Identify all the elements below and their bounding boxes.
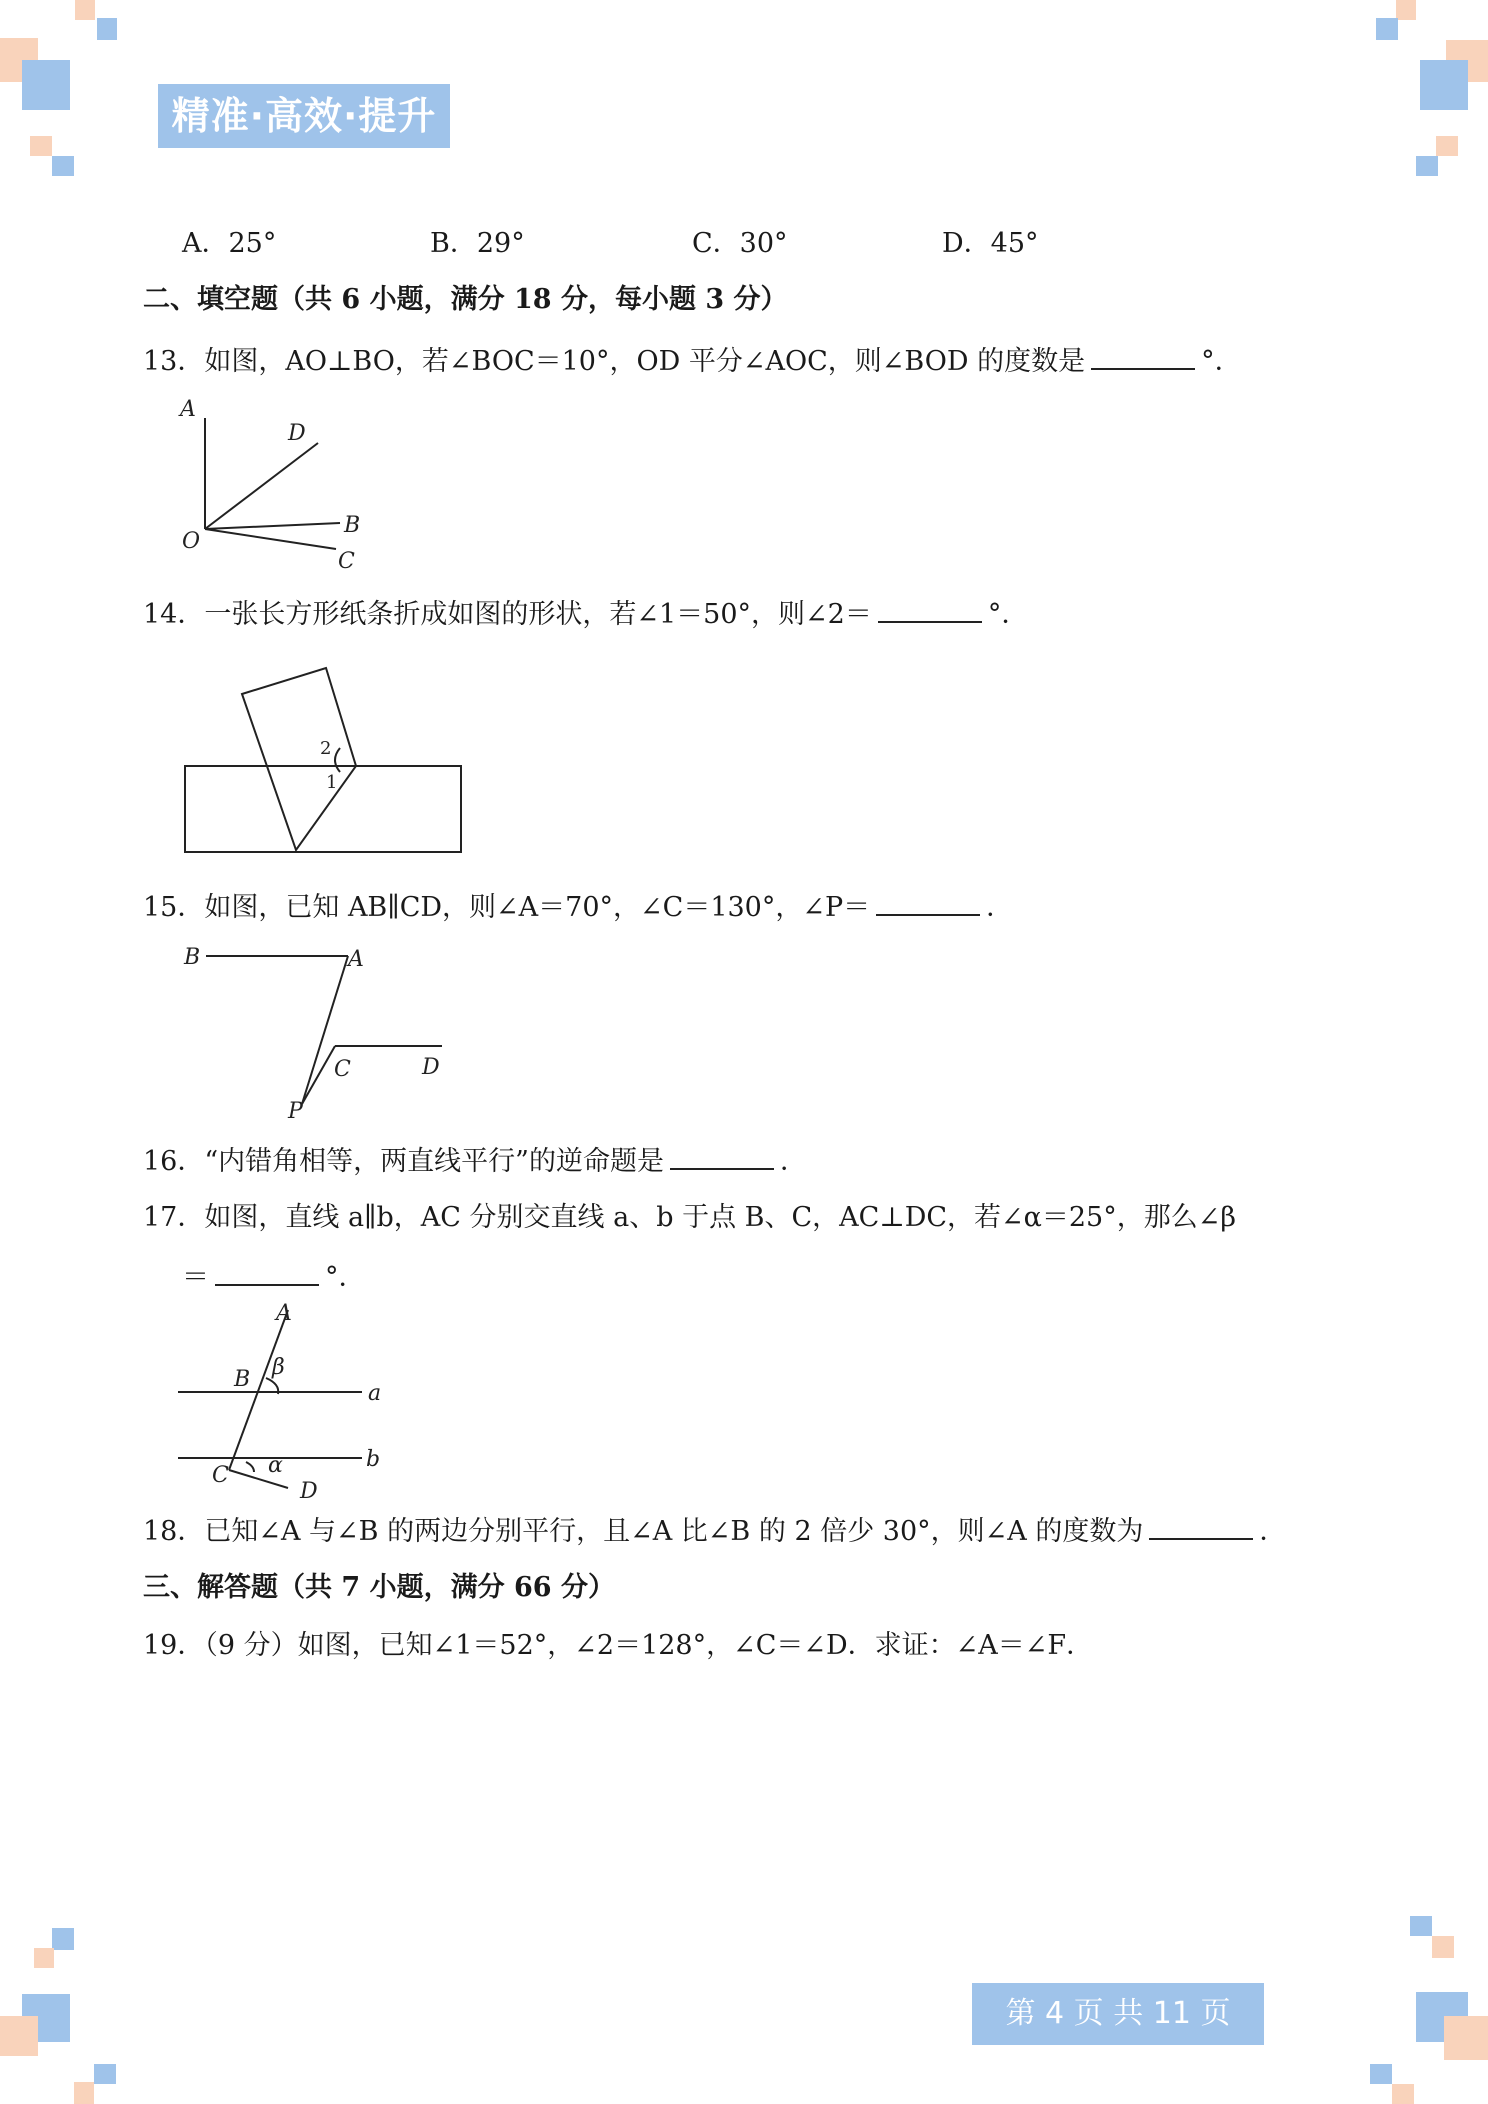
question-17-tail: °． xyxy=(325,1262,366,1293)
option-a: A．25° xyxy=(182,228,277,259)
question-17-prefix: ＝ xyxy=(182,1262,209,1293)
question-18-text: 18．已知∠A 与∠B 的两边分别平行，且∠A 比∠B 的 2 倍少 30°，则∠A 的度数为 xyxy=(143,1516,1144,1547)
question-16-tail: ． xyxy=(779,1146,807,1177)
label-p: P xyxy=(288,1099,303,1124)
question-16-text: 16．“内错角相等，两直线平行”的逆命题是 xyxy=(143,1146,664,1177)
question-18 xyxy=(143,1512,1286,1550)
question-15-text: 15．如图，已知 AB∥CD，则∠A＝70°，∠C＝130°，∠P＝ xyxy=(143,892,871,923)
angle-label-2: 2 xyxy=(320,738,332,759)
answer-blank xyxy=(1149,1512,1253,1540)
label-a: A xyxy=(180,397,196,422)
answer-blank xyxy=(215,1258,319,1286)
figure-q15 xyxy=(180,940,460,1130)
answer-blank xyxy=(878,595,982,623)
label-line-a: a xyxy=(368,1381,382,1406)
label-b: B xyxy=(184,945,201,970)
figure-q17 xyxy=(176,1300,436,1510)
figure-q13 xyxy=(150,396,380,576)
label-c: C xyxy=(212,1463,229,1488)
label-d: D xyxy=(300,1479,318,1504)
option-d: D．45° xyxy=(942,228,1039,259)
label-alpha: α xyxy=(268,1453,283,1478)
question-17: 17．如图，直线 a∥b，AC 分别交直线 a、b 于点 B、C，AC⊥DC，若∠α＝25°，那么∠β xyxy=(143,1202,1236,1233)
question-13 xyxy=(143,342,1242,380)
question-13-text: 13．如图，AO⊥BO，若∠BOC＝10°，OD 平分∠AOC，则∠BOD 的度数是 xyxy=(143,346,1086,377)
answer-blank xyxy=(1091,342,1195,370)
answer-blank xyxy=(876,888,980,916)
label-d: D xyxy=(422,1055,440,1080)
label-c: C xyxy=(338,549,355,574)
question-17-line2 xyxy=(182,1258,366,1296)
label-c: C xyxy=(334,1057,351,1082)
question-14-tail: °． xyxy=(987,599,1029,630)
option-b: B．29° xyxy=(430,228,525,259)
question-13-tail: °． xyxy=(1201,346,1242,377)
section-title-fill-blank: 二、填空题（共 6 小题，满分 18 分，每小题 3 分） xyxy=(143,284,788,315)
label-a: A xyxy=(348,947,364,972)
question-15-tail: ． xyxy=(986,892,1014,923)
label-beta: β xyxy=(272,1355,285,1380)
label-b: B xyxy=(234,1367,251,1392)
question-14-text: 14．一张长方形纸条折成如图的形状，若∠1＝50°，则∠2＝ xyxy=(143,599,872,630)
label-b: B xyxy=(344,513,361,538)
label-o: O xyxy=(182,529,201,554)
label-line-b: b xyxy=(366,1447,381,1472)
question-19: 19．（9 分）如图，已知∠1＝52°，∠2＝128°，∠C＝∠D．求证：∠A＝∠F． xyxy=(143,1630,1094,1661)
question-16 xyxy=(143,1142,807,1180)
question-18-tail: ． xyxy=(1259,1516,1287,1547)
header-badge: 精准·高效·提升 xyxy=(158,84,450,148)
angle-label-1: 1 xyxy=(326,772,338,793)
page-number: 第 4 页 共 11 页 xyxy=(972,1983,1264,2045)
label-a: A xyxy=(276,1301,292,1326)
question-15 xyxy=(143,888,1013,926)
label-d: D xyxy=(288,421,306,446)
answer-blank xyxy=(670,1142,774,1170)
section-title-solve: 三、解答题（共 7 小题，满分 66 分） xyxy=(143,1572,615,1603)
question-14 xyxy=(143,595,1028,633)
figure-q14 xyxy=(180,660,470,860)
option-c: C．30° xyxy=(692,228,788,259)
